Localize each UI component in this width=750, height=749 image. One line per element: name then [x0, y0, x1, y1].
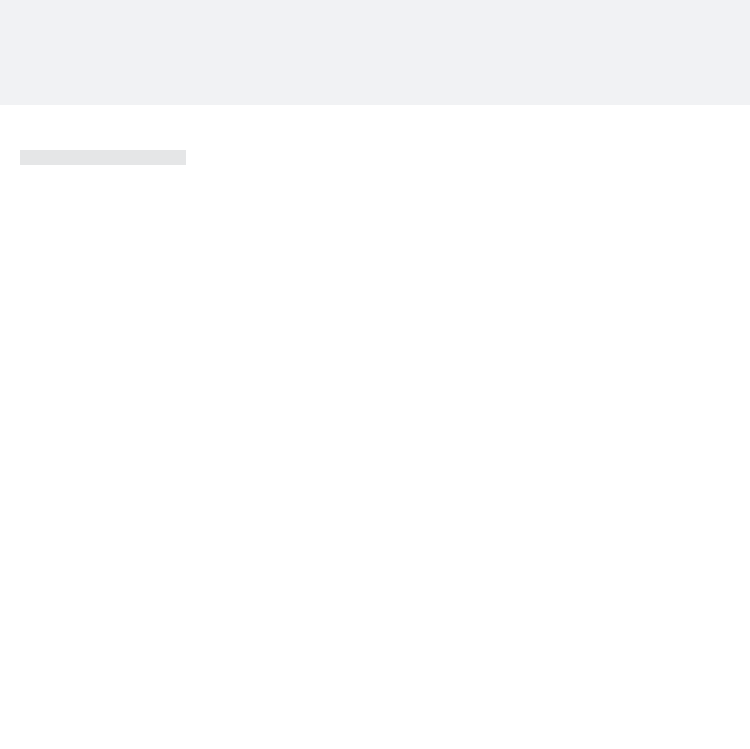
- section-subtitle: [20, 150, 186, 165]
- os-compatibility-strip: [0, 0, 750, 105]
